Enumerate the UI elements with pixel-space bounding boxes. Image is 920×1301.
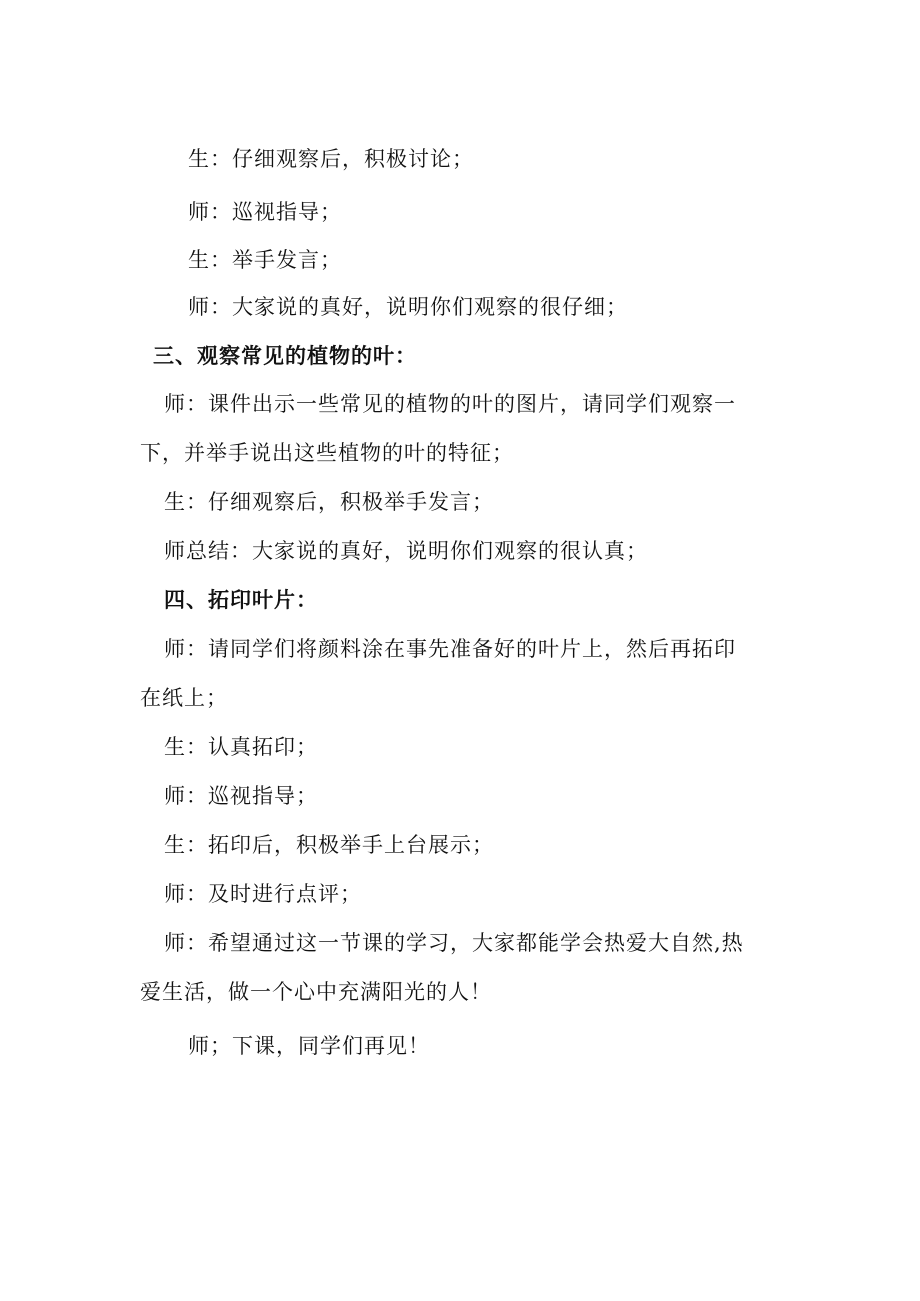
- paragraph-line: 师：请同学们将颜料涂在事先准备好的叶片上，然后再拓印: [164, 637, 736, 661]
- paragraph-line: 爱生活，做一个心中充满阳光的人！: [140, 980, 492, 1004]
- paragraph-line: 师；下课，同学们再见！: [188, 1034, 430, 1058]
- paragraph-line: 下，并举手说出这些植物的叶的特征；: [140, 441, 514, 465]
- paragraph-line: 师：大家说的真好，说明你们观察的很仔细；: [188, 295, 628, 319]
- section-heading: 四、拓印叶片：: [164, 587, 318, 612]
- paragraph-line: 生：举手发言；: [188, 248, 342, 272]
- paragraph-line: 生：认真拓印；: [164, 735, 318, 759]
- paragraph-line: 在纸上；: [140, 686, 228, 710]
- paragraph-line: 师：希望通过这一节课的学习，大家都能学会热爱大自然,热: [164, 931, 744, 955]
- paragraph-line: 师：巡视指导；: [164, 784, 318, 808]
- paragraph-line: 师总结：大家说的真好，说明你们观察的很认真；: [164, 539, 648, 563]
- paragraph-line: 生：仔细观察后，积极讨论；: [188, 147, 474, 171]
- paragraph-line: 生：仔细观察后，积极举手发言；: [164, 490, 494, 514]
- paragraph-line: 师：巡视指导；: [188, 200, 342, 224]
- paragraph-line: 生：拓印后，积极举手上台展示；: [164, 833, 494, 857]
- section-heading: 三、观察常见的植物的叶：: [153, 343, 417, 368]
- paragraph-line: 师：及时进行点评；: [164, 882, 362, 906]
- paragraph-line: 师：课件出示一些常见的植物的叶的图片，请同学们观察一: [164, 392, 736, 416]
